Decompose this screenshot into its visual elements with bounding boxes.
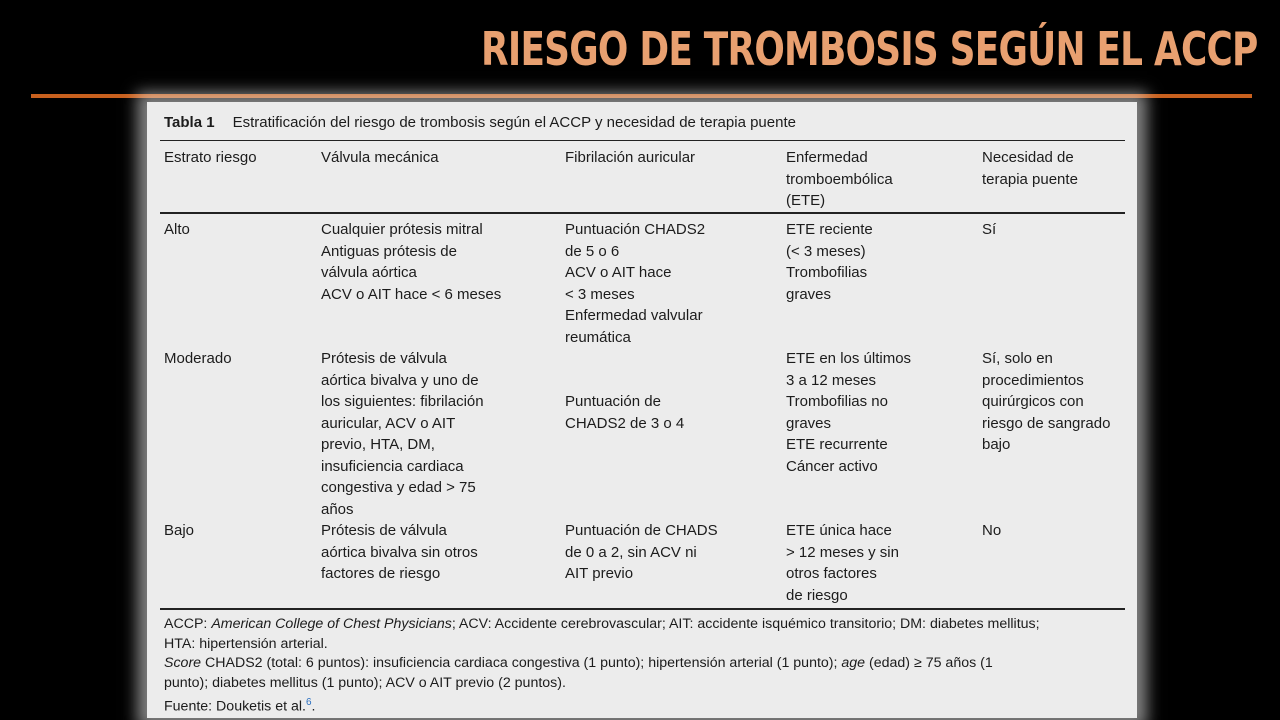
row-moderado-fibrilacion: Puntuación de CHADS2 de 3 o 4 bbox=[565, 393, 685, 432]
title-underline bbox=[31, 94, 1252, 98]
rule-bottom bbox=[160, 608, 1125, 610]
header-fibrilacion: Fibrilación auricular bbox=[565, 149, 696, 166]
row-alto-ete: ETE reciente (< 3 meses) Trombofilias graves bbox=[786, 221, 873, 303]
rule-top bbox=[160, 140, 1125, 141]
row-moderado-ete: ETE en los últimos 3 a 12 meses Trombofilias no graves ETE recurrente Cáncer activo bbox=[786, 350, 912, 475]
row-bajo-necesidad: No bbox=[982, 522, 1002, 539]
row-alto-valvula: Cualquier prótesis mitral Antiguas prótesis de válvula aórtica ACV o AIT hace < 6 meses bbox=[321, 221, 502, 303]
source-reference-link[interactable]: 6 bbox=[305, 697, 312, 708]
row-alto-necesidad: Sí bbox=[982, 221, 997, 238]
footnote-source: Fuente: Douketis et al.$^6$. bbox=[164, 697, 316, 715]
row-bajo-valvula: Prótesis de válvula aórtica bivalva sin otros factores de riesgo bbox=[321, 522, 478, 582]
row-moderado-necesidad: Sí, solo en procedimientos quirúrgicos con riesgo de sangrado bajo bbox=[982, 350, 1111, 453]
row-alto-fibrilacion: Puntuación CHADS2 de 5 o 6 ACV o AIT hace < 3 meses Enfermedad valvular reumática bbox=[565, 221, 706, 346]
header-estrato: Estrato riesgo bbox=[164, 149, 257, 166]
row-alto-estrato: Alto bbox=[164, 221, 190, 238]
footnote-abbreviations: ACCP: American College of Chest Physicians; ACV: Accidente cerebrovascular; AIT: accidente isquémico transitorio; DM: diabetes mellitus; bbox=[164, 616, 1040, 632]
header-valvula: Válvula mecánica bbox=[321, 149, 439, 166]
table-caption bbox=[164, 114, 796, 131]
footnote-hta: HTA: hipertensión arterial. bbox=[164, 635, 328, 652]
header-ete: Enfermedad tromboembólica (ETE) bbox=[786, 149, 893, 209]
footnote-score: Score CHADS2 (total: 6 puntos): insuficiencia cardiaca congestiva (1 punto); hipertensión arterial (1 punto); age (edad) ≥ 75 años (1 bbox=[164, 655, 993, 671]
table-footnotes bbox=[164, 615, 1129, 717]
row-bajo-estrato: Bajo bbox=[164, 522, 195, 539]
caption-text: Estratificación del riesgo de trombosis según el ACCP y necesidad de terapia puente bbox=[232, 114, 796, 131]
header-necesidad: Necesidad de terapia puente bbox=[982, 149, 1078, 188]
footnote-score-cont: punto); diabetes mellitus (1 punto); ACV o AIT previo (2 puntos). bbox=[164, 674, 566, 691]
rule-header bbox=[160, 212, 1125, 214]
row-moderado-valvula: Prótesis de válvula aórtica bivalva y uno de los siguientes: fibrilación auricular, ACV o AIT previo, HTA, DM, insuficiencia cardiaca congestiva y edad > 75 años bbox=[321, 350, 484, 518]
row-bajo-fibrilacion: Puntuación de CHADS de 0 a 2, sin ACV ni AIT previo bbox=[565, 522, 718, 582]
table-document bbox=[147, 102, 1137, 718]
row-bajo-ete: ETE única hace > 12 meses y sin otros factores de riesgo bbox=[786, 522, 899, 604]
slide-title: RIESGO DE TROMBOSIS SEGÚN EL ACCP bbox=[481, 22, 1258, 76]
caption-number: Tabla 1 bbox=[164, 114, 215, 131]
row-moderado-estrato: Moderado bbox=[164, 350, 232, 367]
